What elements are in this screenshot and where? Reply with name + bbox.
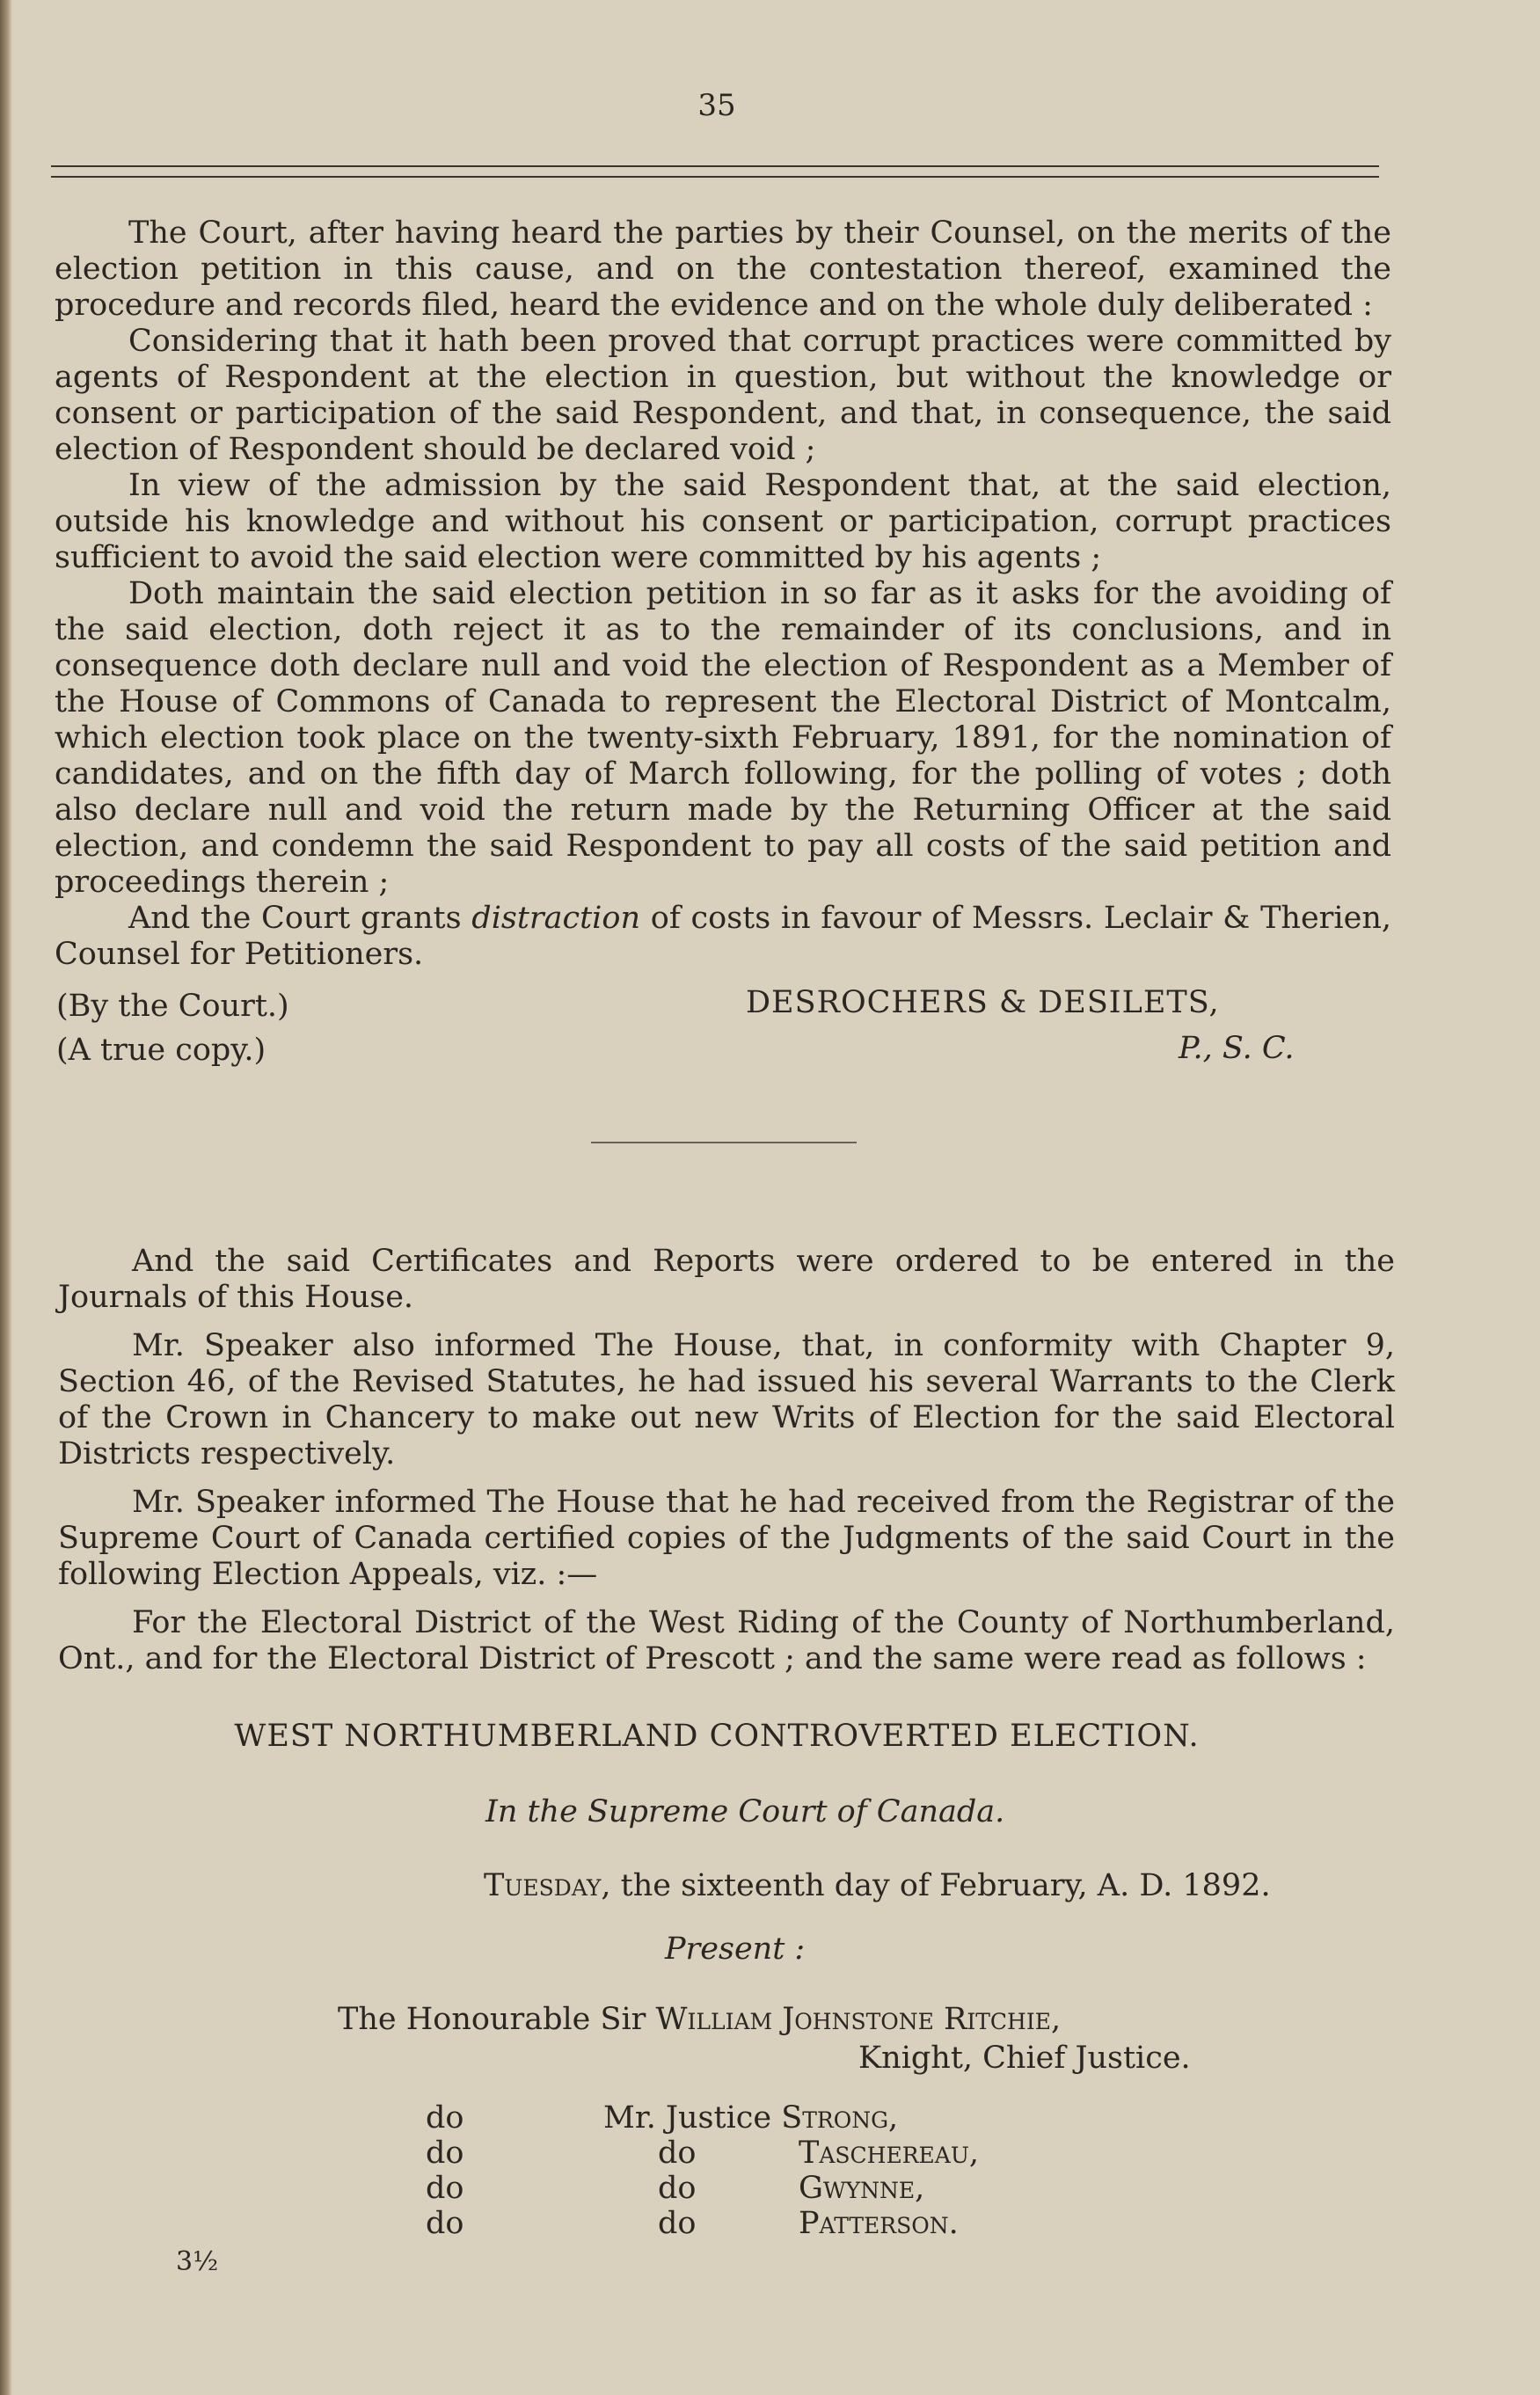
- justice-name: Taschereau,: [799, 2136, 980, 2171]
- signatories: DESROCHERS & DESILETS,: [746, 985, 1220, 1020]
- justice-name: Strong,: [781, 2100, 899, 2136]
- justice-do-2: do: [658, 2206, 697, 2241]
- justice-name: Patterson.: [799, 2206, 959, 2241]
- judgment-date: [484, 1868, 1271, 1903]
- justice-title: [603, 2100, 898, 2136]
- justice-do: do: [426, 2136, 464, 2171]
- court-name: In the Supreme Court of Canada.: [485, 1794, 1005, 1829]
- proceedings-paragraph: For the Electoral District of the West Riding of the County of Northumberland, Ont., and for the Electoral District of Prescott ; and the same were read as follows :: [58, 1605, 1395, 1676]
- justice-do-2: do: [658, 2171, 697, 2206]
- section-divider: [591, 1142, 857, 1143]
- judgment-date-rest: , the sixteenth day of February, A. D. 1892.: [601, 1868, 1271, 1903]
- justice-do: do: [426, 2171, 464, 2206]
- costs-italic-term: distraction: [471, 901, 640, 936]
- justice-do-2: do: [658, 2136, 697, 2171]
- by-the-court: (By the Court.): [56, 989, 289, 1024]
- present-label: Present :: [665, 1931, 806, 1967]
- election-title: WEST NORTHUMBERLAND CONTROVERTED ELECTION.: [234, 1719, 1200, 1754]
- judgment-paragraph: The Court, after having heard the parties by their Counsel, on the merits of the election petition in this cause, and on the contestation thereof, examined the procedure and records filed, heard the evidence and on the whole duly deliberated :: [55, 215, 1391, 323]
- page-number: 35: [697, 88, 736, 123]
- justice-name: Gwynne,: [799, 2171, 925, 2206]
- costs-text-end: of costs in favour of Messrs. Leclair & Therien, Counsel for Petitioners.: [55, 901, 1391, 972]
- chief-justice-name: William Johnstone Ritchie,: [655, 2002, 1062, 2037]
- chief-justice-prefix: The Honourable Sir: [338, 2002, 656, 2037]
- costs-text-start: And the Court grants: [128, 901, 472, 936]
- chief-justice-line: [338, 2002, 1061, 2037]
- justice-prefix: Mr. Justice: [603, 2100, 782, 2136]
- judgment-paragraph-costs: [55, 901, 1391, 973]
- chief-justice-title: Knight, Chief Justice.: [858, 2041, 1191, 2076]
- proceedings-paragraph: Mr. Speaker informed The House that he had received from the Registrar of the Supreme Court of Canada certified copies of the Judgments of the said Court in the following Election Appeals, viz. :—: [58, 1485, 1395, 1592]
- proceedings-paragraph: Mr. Speaker also informed The House, that, in conformity with Chapter 9, Section 46, of the Revised Statutes, he had issued his several Warrants to the Clerk of the Crown in Chancery to make out new Writs of Election for the said Electoral Districts respectively.: [58, 1328, 1395, 1471]
- judgment-text: [55, 215, 1391, 973]
- signatory-title: P., S. C.: [1179, 1031, 1295, 1066]
- judgment-day: Tuesday: [484, 1868, 602, 1903]
- justice-do: do: [426, 2100, 464, 2136]
- proceedings-paragraph: And the said Certificates and Reports were ordered to be entered in the Journals of this House.: [58, 1244, 1395, 1315]
- judgment-paragraph: Considering that it hath been proved that corrupt practices were committed by agents of Respondent at the election in question, but without the knowledge or consent or participation of the said Respondent, and that, in consequence, the said election of Respondent should be declared void ;: [55, 324, 1391, 467]
- judgment-paragraph: In view of the admission by the said Respondent that, at the said election, outside his knowledge and without his consent or participation, corrupt practices sufficient to avoid the said election were committed by his agents ;: [55, 468, 1391, 575]
- justice-do: do: [426, 2206, 464, 2241]
- header-double-rule: [51, 165, 1379, 178]
- judgment-paragraph: Doth maintain the said election petition in so far as it asks for the avoiding of the said election, doth reject it as to the remainder of its conclusions, and in consequence doth declare null and void the election of Respondent as a Member of the House of Commons of Canada to represent the Electoral District of Montcalm, which election took place on the twenty-sixth February, 1891, for the nomination of candidates, and on the fifth day of March following, for the polling of votes ; doth also declare null and void the return made by the Returning Officer at the said election, and condemn the said Respondent to pay all costs of the said petition and proceedings therein ;: [55, 576, 1391, 900]
- proceedings-text: [58, 1244, 1395, 1677]
- printer-signature-mark: 3½: [176, 2246, 219, 2277]
- book-spine-shadow: [0, 0, 12, 2395]
- true-copy: (A true copy.): [56, 1033, 266, 1068]
